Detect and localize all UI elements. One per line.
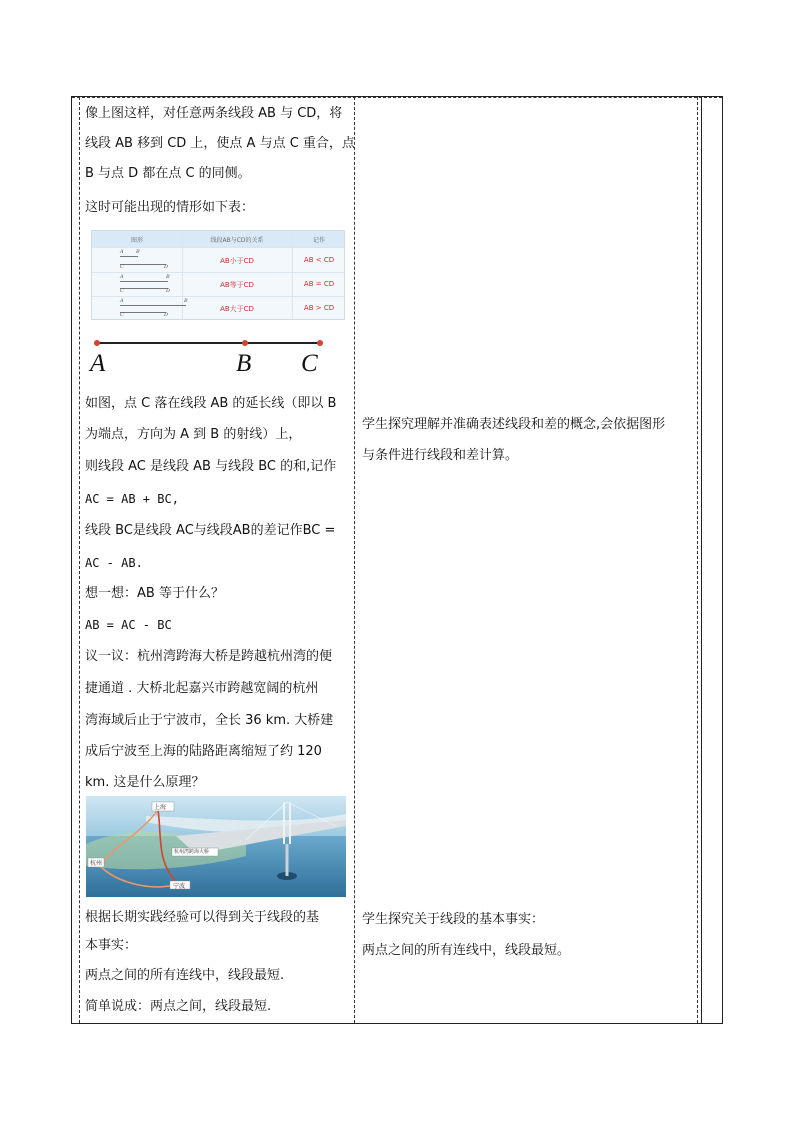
lesson-table — [71, 96, 723, 1024]
header-notation: 记作 — [312, 237, 325, 244]
text-line: km. 这是什么原理？ — [85, 775, 205, 790]
relation-text: AB大于CD — [220, 305, 254, 313]
text-line: 线段 BC是线段 AC与线段AB的差记作BC = — [85, 523, 336, 538]
activity-note: 学生探究理解并准确表述线段和差的概念,会依据图形 — [362, 417, 666, 432]
text-line: 像上图这样，对任意两条线段 AB 与 CD，将 — [85, 106, 343, 121]
text-line: 线段 AB 移到 CD 上，使点 A 与点 C 重合，点 — [85, 136, 355, 151]
point-c — [317, 340, 323, 346]
segment-ab — [120, 281, 168, 282]
label-b: B — [236, 350, 252, 377]
notation-text: AB < CD — [303, 256, 335, 264]
map-label-shanghai: 上海 — [154, 804, 167, 811]
formula-line: AC - AB. — [85, 556, 143, 570]
formula-line: AC = AB + BC, — [85, 492, 179, 506]
map-label-ningbo: 宁波 — [173, 883, 186, 890]
top-dashed-rule — [72, 97, 722, 98]
line-segment-figure — [92, 337, 332, 351]
segment-cd — [120, 264, 166, 265]
text-line: 则线段 AC 是线段 AB 与线段 BC 的和,记作 — [85, 459, 337, 474]
comparison-table-image: 图形 线段AB与CD的关系 记作 A B C D AB小于CD AB < CD A B C D AB等于CD AB = CD A B C D AB大于CD AB > CD — [91, 230, 345, 320]
segment-ab — [120, 305, 186, 306]
text-line: 想一想：AB 等于什么？ — [85, 586, 224, 601]
column-divider — [354, 97, 355, 1023]
right-dashed-border — [697, 97, 698, 1023]
text-line: 湾海域后止于宁波市，全长 36 km. 大桥建 — [85, 713, 334, 728]
notation-text: AB = CD — [303, 280, 335, 288]
header-relation: 线段AB与CD的关系 — [210, 237, 264, 244]
label-a: A — [90, 350, 106, 377]
point-b — [242, 340, 248, 346]
text-line: 如图，点 C 落在线段 AB 的延长线（即以 B — [85, 396, 337, 411]
text-line: 捷通道 . 大桥北起嘉兴市跨越宽阔的杭州 — [85, 681, 319, 696]
text-line: 议一议：杭州湾跨海大桥是跨越杭州湾的便 — [85, 649, 333, 664]
map-label-bridge: 杭州湾跨海大桥 — [174, 849, 210, 855]
map-label-hangzhou: 杭州 — [90, 860, 103, 867]
segment-ab — [120, 256, 138, 257]
text-line: 为端点，方向为 A 到 B 的射线）上， — [85, 427, 302, 442]
text-line: 简单说成：两点之间，线段最短. — [85, 999, 272, 1014]
text-line: 成后宁波至上海的陆路距离缩短了约 120 — [85, 744, 322, 759]
header-figure: 图形 — [130, 237, 143, 244]
outer-column-divider — [701, 97, 702, 1023]
point-a — [94, 340, 100, 346]
relation-text: AB等于CD — [220, 281, 254, 289]
segment-cd — [120, 312, 166, 313]
text-line: 这时可能出现的情形如下表： — [85, 200, 255, 215]
activity-note: 两点之间的所有连线中，线段最短。 — [362, 943, 571, 958]
relation-text: AB小于CD — [220, 257, 254, 265]
segment-cd — [120, 288, 168, 289]
activity-note: 学生探究关于线段的基本事实： — [362, 912, 545, 927]
bridge-photo — [86, 796, 346, 897]
left-dashed-border — [79, 97, 80, 1023]
text-line: B 与点 D 都在点 C 的同侧。 — [85, 166, 251, 181]
text-line: 两点之间的所有连线中，线段最短. — [85, 968, 285, 983]
activity-note: 与条件进行线段和差计算。 — [362, 448, 519, 463]
text-line: 根据长期实践经验可以得到关于线段的基 — [85, 910, 320, 925]
formula-line: AB = AC - BC — [85, 618, 172, 632]
notation-text: AB > CD — [303, 304, 335, 312]
text-line: 本事实： — [85, 938, 138, 953]
label-c: C — [301, 350, 318, 377]
